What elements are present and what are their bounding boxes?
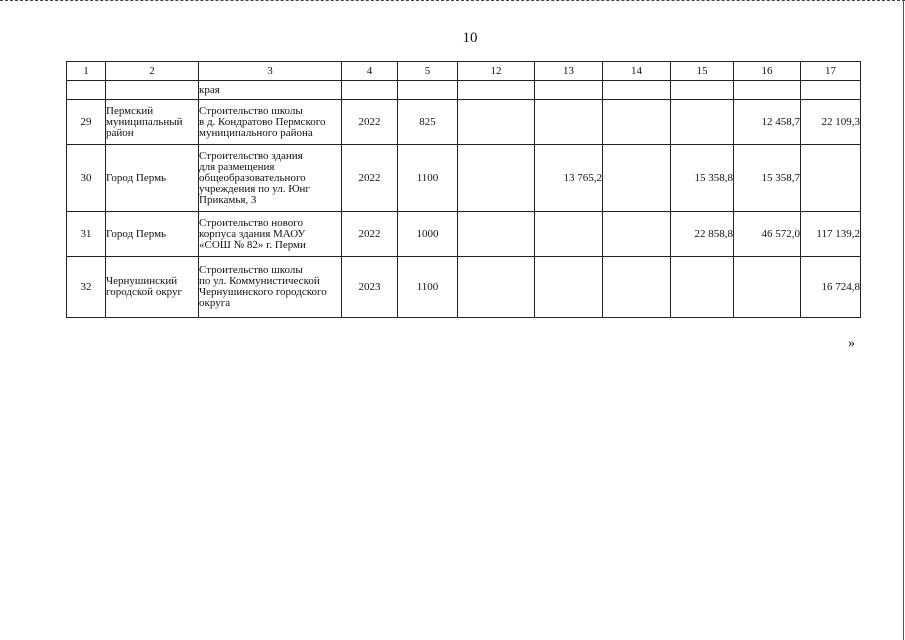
scan-edge-right bbox=[903, 0, 904, 640]
object-cell: Строительство здания для размещения общеобразовательного учреждения по ул. Юнг Прикамья, 3 bbox=[199, 145, 342, 212]
value-cell-16: 46 572,0 bbox=[734, 212, 801, 257]
column-number: 3 bbox=[199, 62, 342, 81]
column-number: 12 bbox=[458, 62, 535, 81]
value-cell-12 bbox=[458, 100, 535, 145]
capacity-cell: 1000 bbox=[398, 212, 458, 257]
value-cell-16 bbox=[734, 257, 801, 318]
value-cell-15 bbox=[671, 257, 734, 318]
value-cell-13: 13 765,2 bbox=[535, 145, 603, 212]
column-number: 2 bbox=[106, 62, 199, 81]
row-number: 32 bbox=[67, 257, 106, 318]
continuation-row bbox=[67, 81, 861, 100]
value-cell-14 bbox=[603, 145, 671, 212]
value-cell-15 bbox=[671, 100, 734, 145]
table-row bbox=[67, 145, 861, 212]
value-cell-12 bbox=[458, 145, 535, 212]
value-cell-16: 12 458,7 bbox=[734, 100, 801, 145]
continuation-text: края bbox=[199, 81, 342, 100]
municipality-cell: Город Пермь bbox=[106, 145, 199, 212]
year-cell: 2022 bbox=[342, 212, 398, 257]
year-cell: 2022 bbox=[342, 145, 398, 212]
object-cell: Строительство школы по ул. Коммунистической Чернушинского городского округа bbox=[199, 257, 342, 318]
municipality-cell: Пермский муниципальный район bbox=[106, 100, 199, 145]
value-cell-15: 15 358,8 bbox=[671, 145, 734, 212]
value-cell-15: 22 858,8 bbox=[671, 212, 734, 257]
column-number: 17 bbox=[801, 62, 861, 81]
value-cell-14 bbox=[603, 212, 671, 257]
value-cell-16: 15 358,7 bbox=[734, 145, 801, 212]
value-cell-13 bbox=[535, 257, 603, 318]
program-table bbox=[66, 61, 861, 318]
column-number: 15 bbox=[671, 62, 734, 81]
value-cell-17 bbox=[801, 145, 861, 212]
column-number-row bbox=[67, 62, 861, 81]
row-number: 31 bbox=[67, 212, 106, 257]
value-cell-12 bbox=[458, 212, 535, 257]
capacity-cell: 1100 bbox=[398, 145, 458, 212]
scan-edge-top bbox=[0, 0, 905, 3]
column-number: 14 bbox=[603, 62, 671, 81]
value-cell-17: 117 139,2 bbox=[801, 212, 861, 257]
capacity-cell: 1100 bbox=[398, 257, 458, 318]
column-number: 16 bbox=[734, 62, 801, 81]
capacity-cell: 825 bbox=[398, 100, 458, 145]
closing-quote-mark: » bbox=[848, 336, 855, 351]
value-cell-14 bbox=[603, 257, 671, 318]
value-cell-12 bbox=[458, 257, 535, 318]
object-cell: Строительство нового корпуса здания МАОУ «СОШ № 82» г. Перми bbox=[199, 212, 342, 257]
column-number: 13 bbox=[535, 62, 603, 81]
value-cell-14 bbox=[603, 100, 671, 145]
column-number: 1 bbox=[67, 62, 106, 81]
page-number: 10 bbox=[462, 30, 478, 46]
year-cell: 2022 bbox=[342, 100, 398, 145]
municipality-cell: Чернушинский городской округ bbox=[106, 257, 199, 318]
year-cell: 2023 bbox=[342, 257, 398, 318]
value-cell-17: 16 724,8 bbox=[801, 257, 861, 318]
column-number: 4 bbox=[342, 62, 398, 81]
table-row bbox=[67, 212, 861, 257]
table-row bbox=[67, 100, 861, 145]
row-number: 30 bbox=[67, 145, 106, 212]
row-number: 29 bbox=[67, 100, 106, 145]
value-cell-13 bbox=[535, 100, 603, 145]
column-number: 5 bbox=[398, 62, 458, 81]
value-cell-17: 22 109,3 bbox=[801, 100, 861, 145]
table-row bbox=[67, 257, 861, 318]
value-cell-13 bbox=[535, 212, 603, 257]
object-cell: Строительство школы в д. Кондратово Пермского муниципального района bbox=[199, 100, 342, 145]
municipality-cell: Город Пермь bbox=[106, 212, 199, 257]
